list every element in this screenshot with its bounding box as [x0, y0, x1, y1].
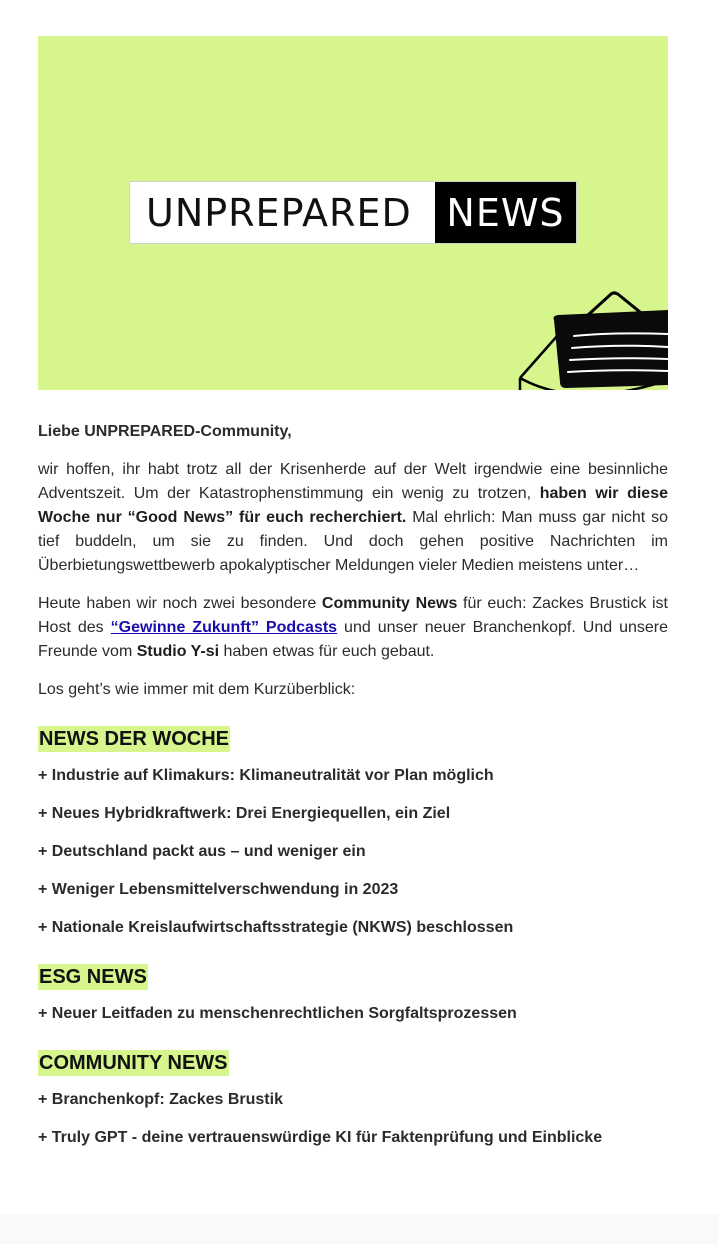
news-item[interactable]: + Neuer Leitfaden zu menschenrechtlichen Sorgfaltsprozessen: [38, 1005, 517, 1022]
page-footer-band: [0, 1214, 718, 1244]
logo: [130, 182, 576, 243]
newsletter-content: [38, 36, 668, 1164]
podcast-link[interactable]: “Gewinne Zukunft” Podcasts: [110, 619, 338, 636]
greeting: Liebe UNPREPARED-Community,: [38, 423, 292, 440]
section-title: ESG NEWS: [39, 966, 147, 988]
section-community-news: [38, 1050, 668, 1150]
section-title: COMMUNITY NEWS: [39, 1052, 228, 1074]
logo-text-unprepared: UNPREPARED: [130, 182, 435, 243]
hero-banner: [38, 36, 668, 390]
news-item[interactable]: + Industrie auf Klimakurs: Klimaneutralität vor Plan möglich: [38, 767, 494, 784]
intro-paragraph-3: Los geht’s wie immer mit dem Kurzüberblick:: [38, 681, 356, 698]
intro-paragraph-2: Heute haben wir noch zwei besondere Community News für euch: Zackes Brustick ist Host des “Gewinne Zukunft” Podcasts und unser neuer Branchenkopf. Und unsere Freunde vom Studio Y-si haben etwas für euch gebaut.: [38, 595, 669, 660]
section-title: NEWS DER WOCHE: [39, 728, 229, 750]
intro-paragraph-1: wir hoffen, ihr habt trotz all der Krisenherde auf der Welt irgendwie eine besinnliche Adventszeit. Um der Katastrophenstimmung ein wenig zu trotzen, haben wir diese Woche nur “Good News” für euch recherchiert. Mal ehrlich: Man muss gar nicht so tief buddeln, um sie zu finden. Und doch gehen positive Nachrichten im Überbietungswettbewerb apokalyptischer Meldungen vieler Medien meistens unter…: [38, 461, 668, 574]
news-item[interactable]: + Branchenkopf: Zackes Brustik: [38, 1091, 283, 1108]
intro-highlight: haben wir diese Woche nur “Good News” für euch recherchiert.: [38, 485, 668, 526]
news-item[interactable]: + Neues Hybridkraftwerk: Drei Energiequellen, ein Ziel: [38, 805, 451, 822]
section-esg-news: [38, 964, 668, 1026]
news-item[interactable]: + Weniger Lebensmittelverschwendung in 2023: [38, 881, 399, 898]
envelope-icon: [518, 260, 668, 390]
community-news-emphasis: Community News: [321, 595, 458, 612]
news-item[interactable]: + Truly GPT - deine vertrauenswürdige KI für Faktenprüfung und Einblicke: [38, 1129, 603, 1146]
news-item[interactable]: + Deutschland packt aus – und weniger ein: [38, 843, 366, 860]
logo-text-news: NEWS: [435, 182, 576, 243]
section-news-der-woche: [38, 726, 668, 940]
news-item[interactable]: + Nationale Kreislaufwirtschaftsstrategie (NKWS) beschlossen: [38, 919, 514, 936]
studio-name-emphasis: Studio Y-si: [136, 643, 220, 660]
